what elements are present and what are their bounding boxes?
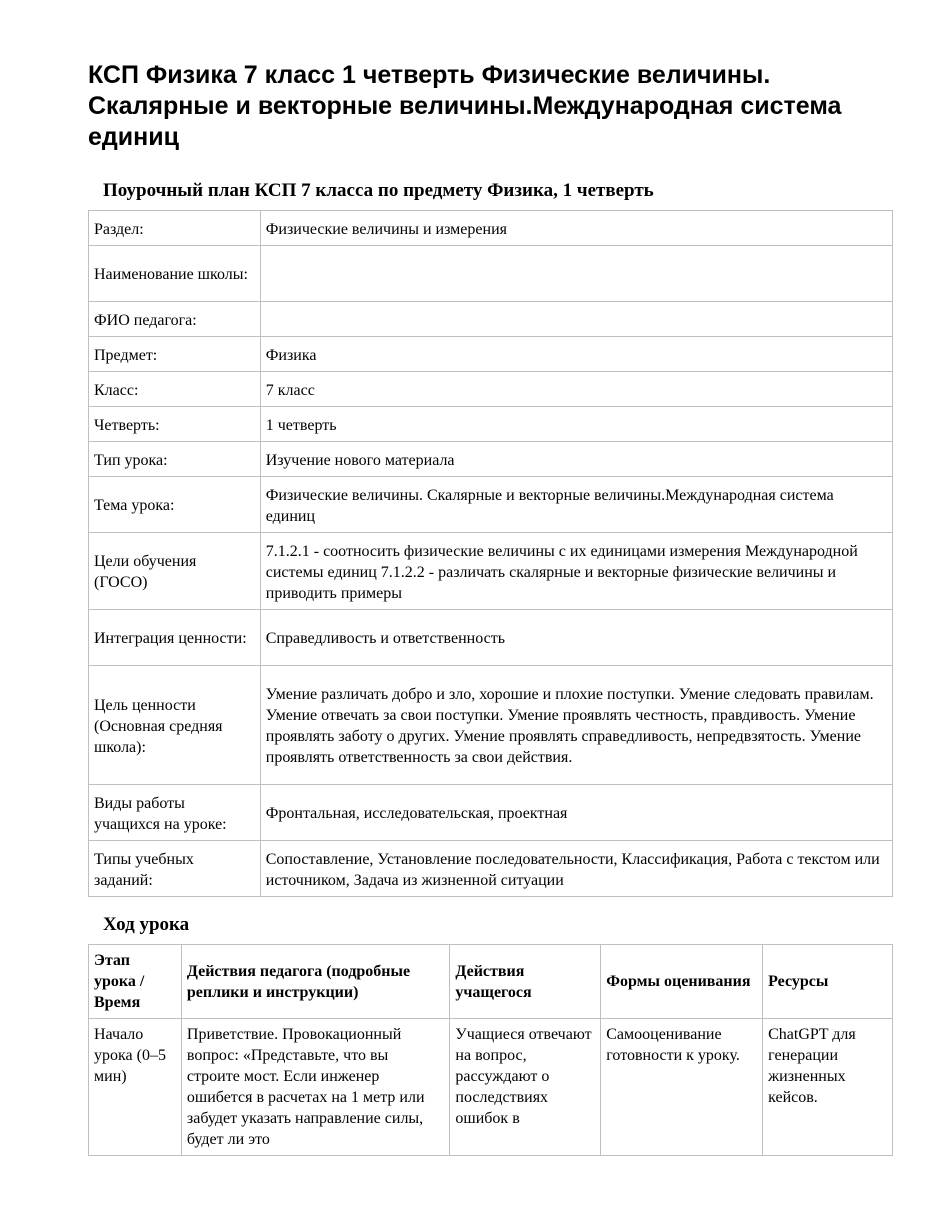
info-row	[89, 246, 893, 302]
lesson-cell-text: Приветствие. Провокационный вопрос: «Представьте, что вы строите мост. Если инженер ошибется в расчетах на 1 метр или забудет указать направление силы, будет ли это	[186, 1026, 425, 1148]
lesson-column-header: Действия учащегося	[450, 945, 601, 1019]
info-row	[89, 407, 893, 442]
info-value: 7 класс	[260, 372, 892, 407]
document-title: КСП Физика 7 класс 1 четверть Физические величины. Скалярные и векторные величины.Международная система единиц	[88, 61, 842, 151]
lesson-cell-text: ChatGPT для генерации жизненных кейсов.	[768, 1026, 856, 1106]
info-value: Физические величины. Скалярные и векторные величины.Международная система единиц	[260, 477, 892, 533]
info-row	[89, 211, 893, 246]
info-label: Тема урока:	[89, 477, 261, 533]
info-value: Сопоставление, Установление последовательности, Классификация, Работа с текстом или источником, Задача из жизненной ситуации	[260, 841, 892, 897]
lesson-column-header: Ресурсы	[763, 945, 893, 1019]
info-label: Цель ценности (Основная средняя школа):	[89, 666, 261, 785]
info-label: Типы учебных заданий:	[89, 841, 261, 897]
plan-heading: Поурочный план КСП 7 класса по предмету Физика, 1 четверть	[103, 180, 654, 201]
info-label: ФИО педагога:	[89, 302, 261, 337]
info-row	[89, 785, 893, 841]
info-value: Умение различать добро и зло, хорошие и плохие поступки. Умение следовать правилам. Умение отвечать за свои поступки. Умение проявлять честность, правдивость. Умение проявлять заботу о других. Умение проявлять справедливость, непредвзятость. Умение проявлять ответственность за свои действия.	[260, 666, 892, 785]
lesson-cell	[601, 1019, 763, 1156]
info-value: Фронтальная, исследовательская, проектная	[260, 785, 892, 841]
lesson-cell-text: Самооценивание готовности к уроку.	[606, 1026, 740, 1064]
info-label: Предмет:	[89, 337, 261, 372]
lesson-cell	[450, 1019, 601, 1156]
info-label: Виды работы учащихся на уроке:	[89, 785, 261, 841]
lesson-cell	[763, 1019, 893, 1156]
info-row	[89, 302, 893, 337]
info-row	[89, 666, 893, 785]
info-label: Четверть:	[89, 407, 261, 442]
info-value	[260, 302, 892, 337]
info-value: Справедливость и ответственность	[260, 610, 892, 666]
lesson-column-header: Действия педагога (подробные реплики и инструкции)	[181, 945, 450, 1019]
info-label: Класс:	[89, 372, 261, 407]
info-value: 1 четверть	[260, 407, 892, 442]
info-value: 7.1.2.1 - соотносить физические величины с их единицами измерения Международной системы единиц 7.1.2.2 - различать скалярные и векторные физические величины и приводить примеры	[260, 533, 892, 610]
info-label: Раздел:	[89, 211, 261, 246]
lesson-flow-table	[88, 944, 893, 1156]
lesson-column-header: Этап урока / Время	[89, 945, 182, 1019]
info-row	[89, 372, 893, 407]
info-value	[260, 246, 892, 302]
info-label: Интеграция ценности:	[89, 610, 261, 666]
info-value: Физические величины и измерения	[260, 211, 892, 246]
info-row	[89, 442, 893, 477]
info-label: Тип урока:	[89, 442, 261, 477]
lesson-cell	[181, 1019, 450, 1156]
lesson-cell-text: Учащиеся отвечают на вопрос, рассуждают о последствиях ошибок в	[455, 1026, 592, 1127]
info-label: Наименование школы:	[89, 246, 261, 302]
info-row	[89, 610, 893, 666]
info-value: Изучение нового материала	[260, 442, 892, 477]
lesson-heading: Ход урока	[103, 914, 190, 935]
info-row	[89, 841, 893, 897]
info-row	[89, 533, 893, 610]
info-value: Физика	[260, 337, 892, 372]
lesson-cell	[89, 1019, 182, 1156]
lesson-info-table	[88, 210, 893, 897]
info-row	[89, 337, 893, 372]
info-label: Цели обучения (ГОСО)	[89, 533, 261, 610]
lesson-column-header: Формы оценивания	[601, 945, 763, 1019]
lesson-cell-text: Начало урока (0–5 мин)	[94, 1026, 166, 1085]
lesson-row	[89, 1019, 893, 1156]
info-row	[89, 477, 893, 533]
